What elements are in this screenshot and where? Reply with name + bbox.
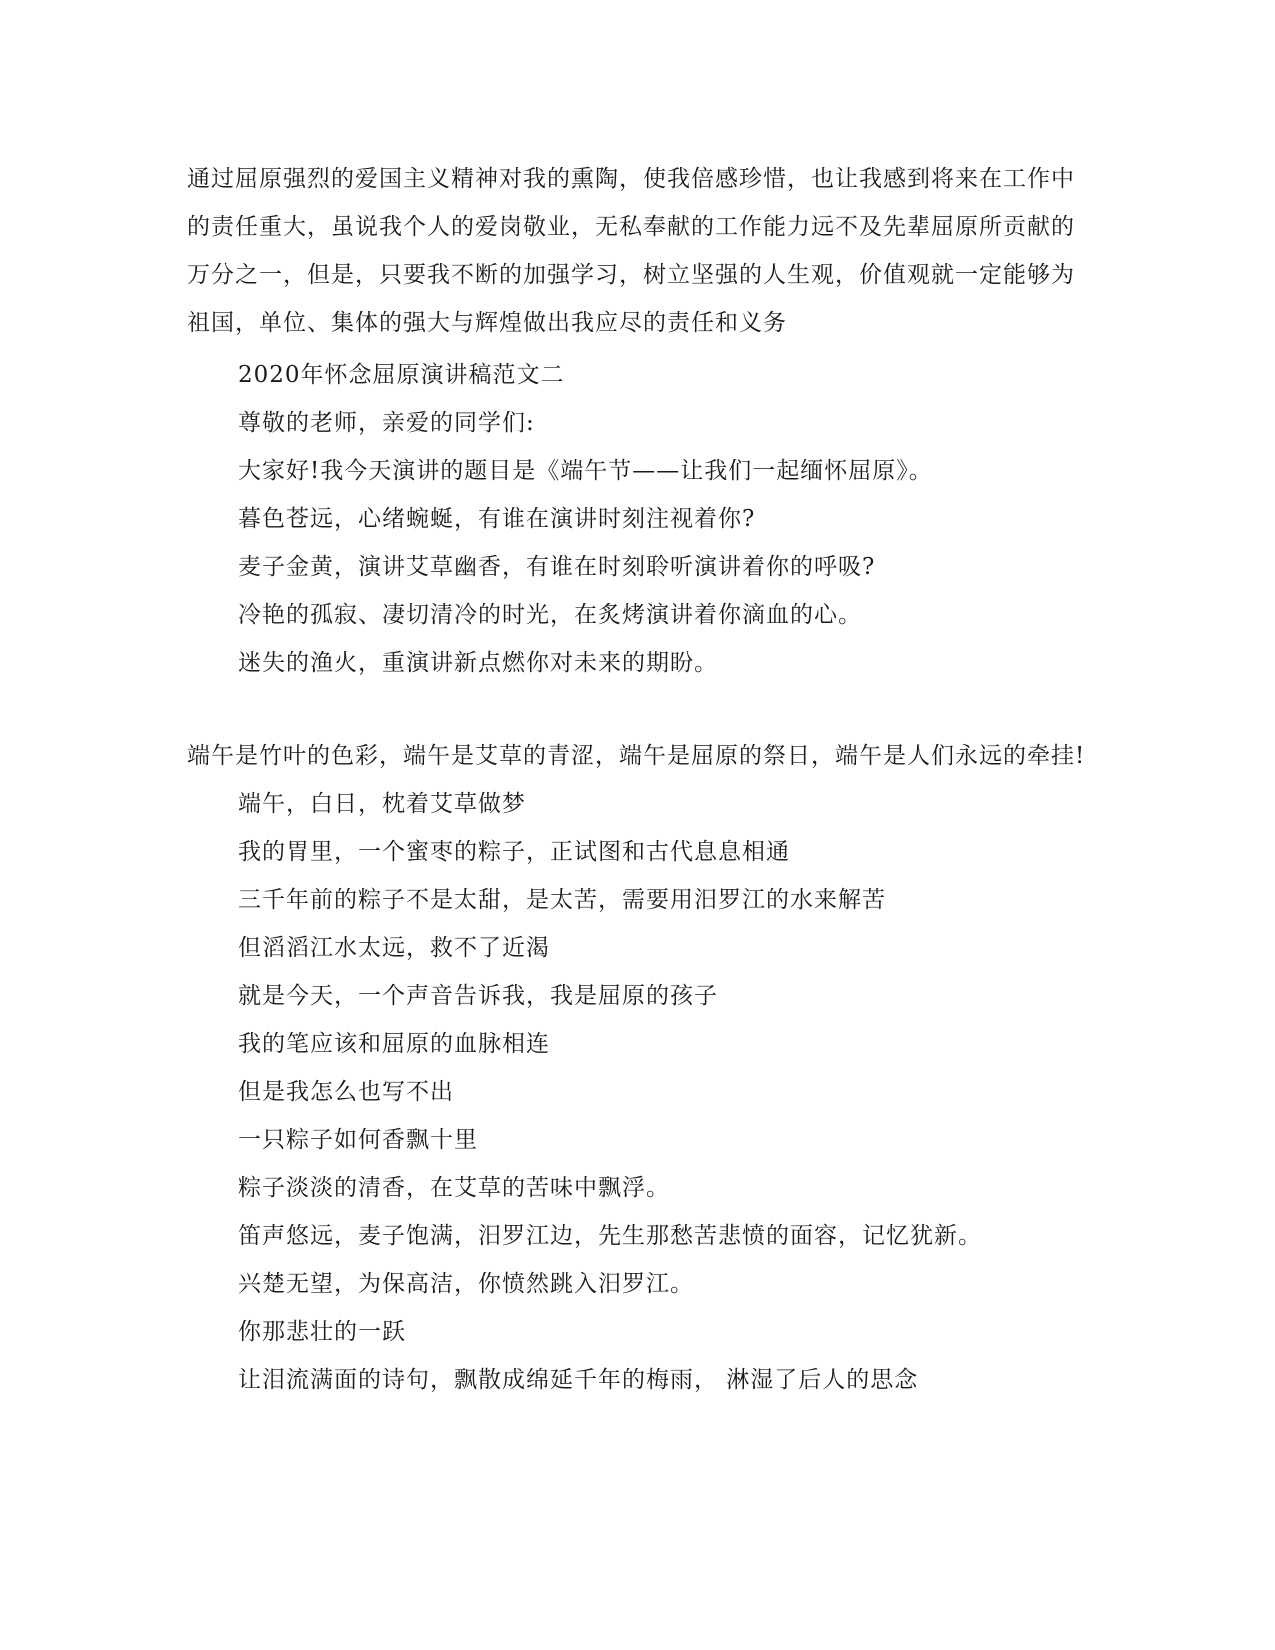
poem-line: 但是我怎么也写不出: [238, 1079, 454, 1105]
poem-line: 兴楚无望，为保高洁，你愤然跳入汨罗江。: [238, 1271, 694, 1297]
poem-line: 三千年前的粽子不是太甜，是太苦，需要用汨罗江的水来解苦: [238, 887, 886, 913]
poem-line: 端午，白日，枕着艾草做梦: [238, 791, 526, 817]
section-title: 2020年怀念屈原演讲稿范文二: [238, 362, 565, 388]
salutation: 尊敬的老师，亲爱的同学们:: [238, 410, 535, 436]
speech-header-section: [187, 351, 1087, 687]
poem-line: 我的笔应该和屈原的血脉相连: [238, 1031, 550, 1057]
intro-line: 迷失的渔火，重演讲新点燃你对未来的期盼。: [238, 650, 718, 676]
poem-section: [187, 732, 1087, 1404]
middle-paragraph: 端午是竹叶的色彩，端午是艾草的青涩，端午是屈原的祭日，端午是人们永远的牵挂!: [187, 743, 1086, 769]
intro-line: 冷艳的孤寂、凄切清冷的时光，在炙烤演讲着你滴血的心。: [238, 602, 862, 628]
opening-paragraph: 通过屈原强烈的爱国主义精神对我的熏陶，使我倍感珍惜，也让我感到将来在工作中的责任重大，虽说我个人的爱岗敬业，无私奉献的工作能力远不及先辈屈原所贡献的万分之一，但是，只要我不断的加强学习，树立坚强的人生观，价值观就一定能够为祖国，单位、集体的强大与辉煌做出我应尽的责任和义务: [187, 166, 1075, 336]
poem-line: 就是今天，一个声音告诉我，我是屈原的孩子: [238, 983, 718, 1009]
intro-line: 大家好!我今天演讲的题目是《端午节——让我们一起缅怀屈原》。: [238, 458, 933, 484]
intro-line: 暮色苍远，心绪蜿蜒，有谁在演讲时刻注视着你?: [238, 506, 756, 532]
poem-line: 笛声悠远，麦子饱满，汨罗江边，先生那愁苦悲愤的面容，记忆犹新。: [238, 1223, 982, 1249]
poem-line: 你那悲壮的一跃: [238, 1319, 406, 1345]
opening-section: [187, 155, 1087, 347]
poem-line: 我的胃里，一个蜜枣的粽子，正试图和古代息息相通: [238, 839, 790, 865]
poem-line: 让泪流满面的诗句，飘散成绵延千年的梅雨， 淋湿了后人的思念: [238, 1367, 919, 1393]
poem-line: 一只粽子如何香飘十里: [238, 1127, 478, 1153]
intro-line: 麦子金黄，演讲艾草幽香，有谁在时刻聆听演讲着你的呼吸?: [238, 554, 876, 580]
poem-line: 粽子淡淡的清香，在艾草的苦味中飘浮。: [238, 1175, 670, 1201]
poem-line: 但滔滔江水太远，救不了近渴: [238, 935, 550, 961]
